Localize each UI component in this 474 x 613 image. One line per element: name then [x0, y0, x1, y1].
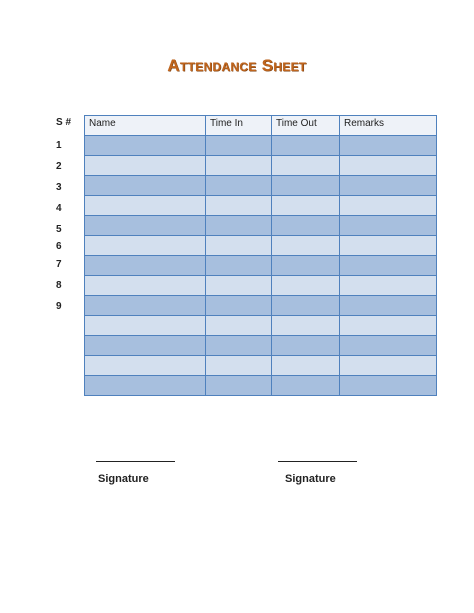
remarks-cell[interactable]: [340, 276, 437, 296]
time-in-cell[interactable]: [206, 176, 272, 196]
time-out-cell[interactable]: [272, 296, 340, 316]
time-out-cell[interactable]: [272, 276, 340, 296]
table-row: [85, 336, 437, 356]
name-cell[interactable]: [85, 236, 206, 256]
time-in-cell[interactable]: [206, 256, 272, 276]
name-cell[interactable]: [85, 276, 206, 296]
time-in-cell[interactable]: [206, 216, 272, 236]
time-out-cell[interactable]: [272, 316, 340, 336]
table-row: [85, 296, 437, 316]
remarks-cell[interactable]: [340, 236, 437, 256]
column-header-name: Name: [85, 116, 206, 136]
time-in-cell[interactable]: [206, 196, 272, 216]
table-row: [85, 316, 437, 336]
column-header-remarks: Remarks: [340, 116, 437, 136]
remarks-cell[interactable]: [340, 136, 437, 156]
name-cell[interactable]: [85, 216, 206, 236]
remarks-cell[interactable]: [340, 336, 437, 356]
table-row: [85, 276, 437, 296]
table-body: [85, 136, 437, 396]
remarks-cell[interactable]: [340, 376, 437, 396]
time-out-cell[interactable]: [272, 176, 340, 196]
serial-number: 3: [56, 182, 62, 193]
signature-label: Signature: [285, 473, 336, 485]
table-header-row: [85, 116, 437, 136]
name-cell[interactable]: [85, 316, 206, 336]
time-in-cell[interactable]: [206, 136, 272, 156]
name-cell[interactable]: [85, 296, 206, 316]
name-cell[interactable]: [85, 156, 206, 176]
time-in-cell[interactable]: [206, 276, 272, 296]
serial-number: 2: [56, 161, 62, 172]
signature-label: Signature: [98, 473, 149, 485]
time-out-cell[interactable]: [272, 256, 340, 276]
name-cell[interactable]: [85, 136, 206, 156]
table-row: [85, 156, 437, 176]
time-in-cell[interactable]: [206, 376, 272, 396]
remarks-cell[interactable]: [340, 196, 437, 216]
table-row: [85, 256, 437, 276]
time-out-cell[interactable]: [272, 216, 340, 236]
time-out-cell[interactable]: [272, 356, 340, 376]
time-out-cell[interactable]: [272, 196, 340, 216]
column-header-time-in: Time In: [206, 116, 272, 136]
table-row: [85, 136, 437, 156]
table-row: [85, 376, 437, 396]
serial-number: 5: [56, 224, 62, 235]
serial-number: 4: [56, 203, 62, 214]
remarks-cell[interactable]: [340, 356, 437, 376]
table-row: [85, 356, 437, 376]
time-in-cell[interactable]: [206, 296, 272, 316]
name-cell[interactable]: [85, 176, 206, 196]
time-in-cell[interactable]: [206, 356, 272, 376]
serial-number: 1: [56, 140, 62, 151]
remarks-cell[interactable]: [340, 256, 437, 276]
serial-number: 6: [56, 241, 62, 252]
name-cell[interactable]: [85, 356, 206, 376]
table-row: [85, 216, 437, 236]
time-in-cell[interactable]: [206, 156, 272, 176]
remarks-cell[interactable]: [340, 316, 437, 336]
remarks-cell[interactable]: [340, 216, 437, 236]
table-row: [85, 196, 437, 216]
time-out-cell[interactable]: [272, 236, 340, 256]
table-row: [85, 176, 437, 196]
signature-line: [96, 461, 175, 462]
serial-number: 7: [56, 259, 62, 270]
serial-number: 9: [56, 301, 62, 312]
time-out-cell[interactable]: [272, 376, 340, 396]
table-row: [85, 236, 437, 256]
attendance-table: [84, 115, 437, 396]
column-header-time-out: Time Out: [272, 116, 340, 136]
remarks-cell[interactable]: [340, 156, 437, 176]
time-in-cell[interactable]: [206, 316, 272, 336]
name-cell[interactable]: [85, 256, 206, 276]
time-out-cell[interactable]: [272, 336, 340, 356]
time-in-cell[interactable]: [206, 336, 272, 356]
remarks-cell[interactable]: [340, 176, 437, 196]
time-out-cell[interactable]: [272, 156, 340, 176]
time-in-cell[interactable]: [206, 236, 272, 256]
serial-number-header: S #: [56, 117, 72, 128]
remarks-cell[interactable]: [340, 296, 437, 316]
signature-line: [278, 461, 357, 462]
name-cell[interactable]: [85, 336, 206, 356]
name-cell[interactable]: [85, 376, 206, 396]
page-title: Attendance Sheet: [167, 56, 307, 75]
name-cell[interactable]: [85, 196, 206, 216]
serial-number: 8: [56, 280, 62, 291]
time-out-cell[interactable]: [272, 136, 340, 156]
